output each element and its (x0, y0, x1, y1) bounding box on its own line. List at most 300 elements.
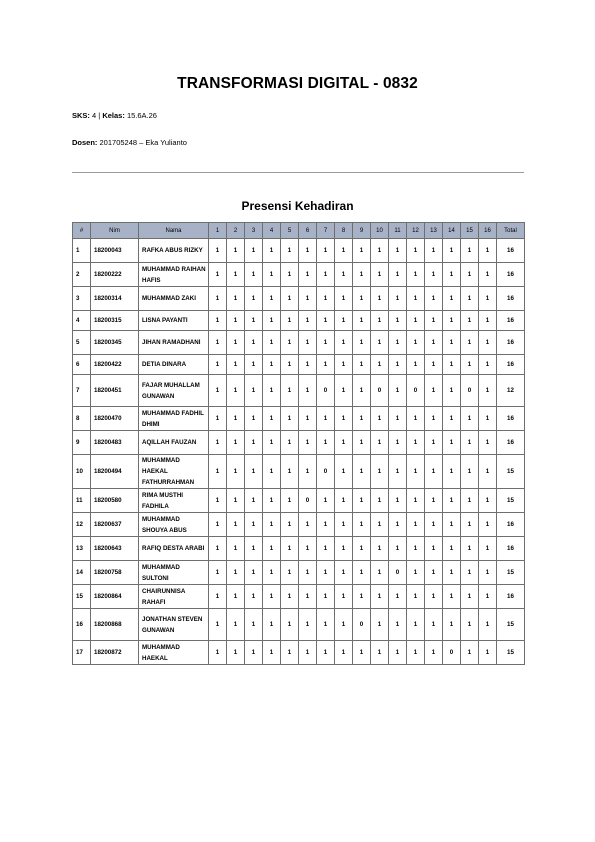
attendance-cell: 1 (389, 513, 407, 537)
attendance-cell: 1 (353, 455, 371, 489)
attendance-cell: 1 (389, 609, 407, 641)
attendance-cell: 1 (353, 407, 371, 431)
horizontal-divider (72, 172, 524, 173)
nim-cell: 18200494 (91, 455, 139, 489)
attendance-cell: 1 (281, 641, 299, 665)
attendance-cell: 1 (335, 513, 353, 537)
attendance-cell: 1 (245, 455, 263, 489)
attendance-cell: 1 (443, 407, 461, 431)
attendance-cell: 1 (479, 311, 497, 331)
column-header: 1 (209, 223, 227, 239)
attendance-cell: 1 (281, 331, 299, 355)
attendance-cell: 1 (371, 407, 389, 431)
attendance-cell: 1 (245, 355, 263, 375)
attendance-cell: 1 (317, 263, 335, 287)
name-cell: MUHAMMAD HAEKAL FATHURRAHMAN (139, 455, 209, 489)
attendance-cell: 1 (281, 585, 299, 609)
course-info-line (72, 111, 157, 120)
table-row (73, 489, 525, 513)
attendance-cell: 1 (227, 431, 245, 455)
attendance-cell: 1 (245, 311, 263, 331)
nim-cell: 18200580 (91, 489, 139, 513)
attendance-cell: 1 (245, 561, 263, 585)
attendance-cell: 1 (227, 263, 245, 287)
attendance-cell: 1 (461, 561, 479, 585)
attendance-cell: 1 (227, 537, 245, 561)
name-cell: MUHAMMAD SULTONI (139, 561, 209, 585)
attendance-cell: 1 (263, 455, 281, 489)
column-header: # (73, 223, 91, 239)
attendance-cell: 1 (245, 431, 263, 455)
attendance-cell: 0 (407, 375, 425, 407)
attendance-cell: 1 (299, 407, 317, 431)
row-number-cell: 1 (73, 239, 91, 263)
attendance-cell: 1 (263, 431, 281, 455)
attendance-cell: 1 (263, 263, 281, 287)
name-cell: FAJAR MUHALLAM GUNAWAN (139, 375, 209, 407)
nim-cell: 18200758 (91, 561, 139, 585)
attendance-cell: 1 (443, 489, 461, 513)
column-header: 8 (335, 223, 353, 239)
attendance-cell: 1 (461, 537, 479, 561)
attendance-cell: 1 (281, 513, 299, 537)
attendance-cell: 1 (353, 537, 371, 561)
attendance-cell: 1 (209, 561, 227, 585)
attendance-cell: 1 (227, 331, 245, 355)
total-cell: 15 (497, 641, 525, 665)
attendance-cell: 1 (317, 489, 335, 513)
column-header: Total (497, 223, 525, 239)
attendance-cell: 0 (389, 561, 407, 585)
attendance-cell: 1 (443, 287, 461, 311)
row-number-cell: 2 (73, 263, 91, 287)
attendance-cell: 1 (407, 537, 425, 561)
attendance-cell: 1 (407, 355, 425, 375)
attendance-cell: 1 (335, 561, 353, 585)
attendance-cell: 1 (371, 239, 389, 263)
attendance-cell: 1 (263, 641, 281, 665)
attendance-cell: 1 (389, 239, 407, 263)
attendance-cell: 1 (209, 375, 227, 407)
attendance-cell: 1 (425, 431, 443, 455)
column-header: 9 (353, 223, 371, 239)
attendance-cell: 1 (245, 513, 263, 537)
attendance-cell: 1 (443, 311, 461, 331)
attendance-cell: 1 (443, 263, 461, 287)
column-header: 11 (389, 223, 407, 239)
nim-cell: 18200637 (91, 513, 139, 537)
attendance-cell: 1 (407, 455, 425, 489)
attendance-cell: 1 (263, 513, 281, 537)
total-cell: 16 (497, 311, 525, 331)
attendance-cell: 1 (479, 431, 497, 455)
attendance-cell: 1 (461, 585, 479, 609)
attendance-cell: 1 (479, 585, 497, 609)
attendance-cell: 1 (335, 331, 353, 355)
attendance-cell: 1 (443, 355, 461, 375)
table-row (73, 263, 525, 287)
attendance-cell: 1 (443, 431, 461, 455)
nim-cell: 18200643 (91, 537, 139, 561)
attendance-cell: 1 (407, 585, 425, 609)
attendance-cell: 1 (281, 609, 299, 641)
attendance-cell: 1 (263, 331, 281, 355)
attendance-cell: 1 (263, 585, 281, 609)
attendance-cell: 1 (389, 263, 407, 287)
attendance-cell: 1 (371, 455, 389, 489)
attendance-cell: 1 (209, 287, 227, 311)
sks-label: SKS: (72, 111, 90, 120)
nim-cell: 18200868 (91, 609, 139, 641)
attendance-cell: 1 (281, 431, 299, 455)
total-cell: 16 (497, 407, 525, 431)
attendance-cell: 1 (281, 489, 299, 513)
attendance-cell: 1 (389, 455, 407, 489)
attendance-cell: 1 (335, 609, 353, 641)
row-number-cell: 4 (73, 311, 91, 331)
attendance-cell: 1 (479, 537, 497, 561)
attendance-cell: 1 (209, 585, 227, 609)
attendance-cell: 1 (353, 263, 371, 287)
attendance-cell: 1 (371, 287, 389, 311)
table-row (73, 355, 525, 375)
attendance-cell: 1 (443, 537, 461, 561)
attendance-cell: 1 (371, 431, 389, 455)
attendance-cell: 1 (371, 641, 389, 665)
attendance-cell: 1 (425, 561, 443, 585)
attendance-cell: 1 (443, 331, 461, 355)
row-number-cell: 16 (73, 609, 91, 641)
attendance-cell: 1 (353, 355, 371, 375)
attendance-cell: 1 (227, 355, 245, 375)
attendance-cell: 1 (479, 609, 497, 641)
attendance-cell: 1 (245, 641, 263, 665)
attendance-cell: 1 (227, 641, 245, 665)
row-number-cell: 17 (73, 641, 91, 665)
attendance-cell: 1 (425, 489, 443, 513)
attendance-cell: 1 (353, 431, 371, 455)
attendance-cell: 1 (245, 537, 263, 561)
attendance-cell: 1 (335, 311, 353, 331)
attendance-cell: 1 (209, 355, 227, 375)
attendance-cell: 1 (461, 263, 479, 287)
attendance-cell: 1 (227, 407, 245, 431)
attendance-cell: 1 (461, 311, 479, 331)
attendance-cell: 1 (209, 489, 227, 513)
column-header: Nim (91, 223, 139, 239)
table-row (73, 287, 525, 311)
attendance-cell: 1 (299, 537, 317, 561)
attendance-cell: 1 (443, 561, 461, 585)
attendance-cell: 0 (317, 375, 335, 407)
row-number-cell: 6 (73, 355, 91, 375)
name-cell: AQILLAH FAUZAN (139, 431, 209, 455)
nim-cell: 18200451 (91, 375, 139, 407)
attendance-cell: 1 (281, 537, 299, 561)
name-cell: JONATHAN STEVEN GUNAWAN (139, 609, 209, 641)
attendance-cell: 1 (425, 455, 443, 489)
table-body (73, 239, 525, 665)
row-number-cell: 7 (73, 375, 91, 407)
attendance-cell: 1 (425, 537, 443, 561)
attendance-cell: 1 (317, 331, 335, 355)
attendance-cell: 1 (209, 407, 227, 431)
attendance-cell: 1 (371, 311, 389, 331)
name-cell: MUHAMMAD SHOUYA ABUS (139, 513, 209, 537)
attendance-cell: 1 (407, 263, 425, 287)
name-cell: JIHAN RAMADHANI (139, 331, 209, 355)
attendance-cell: 1 (335, 585, 353, 609)
nim-cell: 18200345 (91, 331, 139, 355)
attendance-cell: 1 (281, 263, 299, 287)
section-title: Presensi Kehadiran (241, 199, 354, 213)
attendance-cell: 1 (479, 375, 497, 407)
column-header: 12 (407, 223, 425, 239)
attendance-cell: 1 (227, 585, 245, 609)
attendance-cell: 1 (461, 641, 479, 665)
attendance-cell: 1 (209, 263, 227, 287)
attendance-cell: 1 (479, 513, 497, 537)
attendance-cell: 1 (245, 407, 263, 431)
attendance-cell: 1 (209, 609, 227, 641)
attendance-cell: 1 (227, 239, 245, 263)
attendance-cell: 1 (209, 331, 227, 355)
dosen-value: 201705248 – Eka Yulianto (99, 138, 187, 147)
attendance-cell: 1 (407, 513, 425, 537)
attendance-cell: 1 (335, 641, 353, 665)
row-number-cell: 12 (73, 513, 91, 537)
table-row (73, 375, 525, 407)
attendance-cell: 1 (263, 489, 281, 513)
total-cell: 16 (497, 513, 525, 537)
attendance-cell: 1 (227, 489, 245, 513)
attendance-cell: 1 (461, 431, 479, 455)
attendance-cell: 1 (227, 455, 245, 489)
row-number-cell: 9 (73, 431, 91, 455)
attendance-cell: 1 (245, 331, 263, 355)
attendance-table (72, 222, 525, 665)
attendance-cell: 1 (461, 331, 479, 355)
attendance-cell: 1 (299, 455, 317, 489)
attendance-cell: 1 (479, 239, 497, 263)
total-cell: 15 (497, 455, 525, 489)
name-cell: MUHAMMAD ZAKI (139, 287, 209, 311)
attendance-cell: 0 (461, 375, 479, 407)
attendance-cell: 1 (317, 431, 335, 455)
attendance-cell: 1 (389, 355, 407, 375)
nim-cell: 18200043 (91, 239, 139, 263)
attendance-cell: 1 (245, 239, 263, 263)
attendance-cell: 1 (299, 609, 317, 641)
attendance-cell: 1 (335, 455, 353, 489)
row-number-cell: 5 (73, 331, 91, 355)
table-row (73, 431, 525, 455)
attendance-cell: 1 (461, 287, 479, 311)
attendance-cell: 1 (245, 489, 263, 513)
attendance-cell: 1 (299, 513, 317, 537)
attendance-cell: 1 (479, 407, 497, 431)
attendance-cell: 1 (335, 287, 353, 311)
attendance-cell: 1 (425, 239, 443, 263)
nim-cell: 18200314 (91, 287, 139, 311)
column-header: 4 (263, 223, 281, 239)
total-cell: 15 (497, 609, 525, 641)
attendance-cell: 1 (299, 431, 317, 455)
attendance-cell: 1 (353, 311, 371, 331)
attendance-cell: 1 (227, 287, 245, 311)
attendance-cell: 1 (353, 513, 371, 537)
attendance-cell: 1 (425, 641, 443, 665)
column-header: 13 (425, 223, 443, 239)
attendance-cell: 1 (407, 311, 425, 331)
attendance-cell: 1 (461, 239, 479, 263)
attendance-cell: 1 (407, 431, 425, 455)
attendance-cell: 1 (263, 537, 281, 561)
column-header: 2 (227, 223, 245, 239)
attendance-cell: 1 (281, 287, 299, 311)
attendance-cell: 1 (425, 287, 443, 311)
attendance-cell: 1 (317, 537, 335, 561)
attendance-cell: 1 (263, 311, 281, 331)
attendance-cell: 1 (443, 585, 461, 609)
column-header: 10 (371, 223, 389, 239)
attendance-cell: 1 (281, 375, 299, 407)
column-header: 6 (299, 223, 317, 239)
column-header: 3 (245, 223, 263, 239)
name-cell: MUHAMMAD RAIHAN HAFIS (139, 263, 209, 287)
attendance-cell: 1 (443, 375, 461, 407)
attendance-cell: 1 (425, 331, 443, 355)
attendance-cell: 1 (353, 375, 371, 407)
name-cell: RIMA MUSTHI FADHILA (139, 489, 209, 513)
attendance-cell: 1 (371, 489, 389, 513)
attendance-cell: 1 (281, 355, 299, 375)
row-number-cell: 14 (73, 561, 91, 585)
attendance-cell: 1 (353, 239, 371, 263)
attendance-cell: 1 (245, 585, 263, 609)
column-header: 14 (443, 223, 461, 239)
attendance-cell: 1 (317, 641, 335, 665)
attendance-cell: 1 (371, 513, 389, 537)
attendance-cell: 1 (317, 239, 335, 263)
total-cell: 16 (497, 331, 525, 355)
attendance-cell: 1 (209, 455, 227, 489)
attendance-cell: 1 (389, 585, 407, 609)
name-cell: CHAIRUNNISA RAHAFI (139, 585, 209, 609)
attendance-cell: 1 (335, 489, 353, 513)
attendance-cell: 1 (245, 263, 263, 287)
total-cell: 16 (497, 263, 525, 287)
attendance-cell: 1 (407, 239, 425, 263)
attendance-cell: 0 (353, 609, 371, 641)
attendance-cell: 1 (389, 537, 407, 561)
total-cell: 16 (497, 431, 525, 455)
attendance-cell: 1 (461, 455, 479, 489)
attendance-cell: 1 (461, 355, 479, 375)
attendance-cell: 1 (461, 489, 479, 513)
attendance-cell: 1 (461, 407, 479, 431)
attendance-cell: 1 (209, 641, 227, 665)
attendance-cell: 1 (479, 489, 497, 513)
attendance-cell: 1 (281, 239, 299, 263)
attendance-cell: 1 (371, 263, 389, 287)
table-row (73, 641, 525, 665)
attendance-cell: 1 (389, 287, 407, 311)
attendance-cell: 1 (353, 561, 371, 585)
row-number-cell: 8 (73, 407, 91, 431)
attendance-cell: 1 (317, 287, 335, 311)
row-number-cell: 10 (73, 455, 91, 489)
attendance-cell: 1 (299, 355, 317, 375)
attendance-cell: 1 (443, 239, 461, 263)
total-cell: 12 (497, 375, 525, 407)
attendance-cell: 1 (425, 355, 443, 375)
attendance-cell: 1 (407, 407, 425, 431)
attendance-cell: 1 (443, 455, 461, 489)
attendance-cell: 1 (353, 641, 371, 665)
table-header-row (73, 223, 525, 239)
name-cell: LISNA PAYANTI (139, 311, 209, 331)
attendance-cell: 1 (389, 375, 407, 407)
total-cell: 15 (497, 561, 525, 585)
attendance-cell: 1 (389, 489, 407, 513)
attendance-cell: 1 (371, 331, 389, 355)
attendance-cell: 1 (335, 537, 353, 561)
attendance-cell: 1 (425, 609, 443, 641)
attendance-cell: 1 (407, 641, 425, 665)
page-title: TRANSFORMASI DIGITAL - 0832 (177, 75, 418, 92)
attendance-cell: 1 (317, 311, 335, 331)
attendance-cell: 1 (425, 263, 443, 287)
attendance-cell: 1 (371, 561, 389, 585)
attendance-cell: 1 (335, 431, 353, 455)
attendance-cell: 1 (227, 609, 245, 641)
attendance-cell: 1 (335, 375, 353, 407)
attendance-cell: 1 (371, 609, 389, 641)
attendance-cell: 1 (443, 609, 461, 641)
attendance-cell: 1 (335, 239, 353, 263)
table-row (73, 537, 525, 561)
nim-cell: 18200470 (91, 407, 139, 431)
attendance-cell: 1 (209, 431, 227, 455)
attendance-cell: 1 (479, 263, 497, 287)
attendance-cell: 1 (227, 561, 245, 585)
attendance-cell: 1 (389, 641, 407, 665)
attendance-cell: 1 (227, 375, 245, 407)
name-cell: RAFKA ABUS RIZKY (139, 239, 209, 263)
name-cell: MUHAMMAD HAEKAL (139, 641, 209, 665)
name-cell: MUHAMMAD FADHIL DHIMI (139, 407, 209, 431)
attendance-cell: 1 (425, 311, 443, 331)
attendance-cell: 1 (317, 609, 335, 641)
total-cell: 16 (497, 585, 525, 609)
attendance-cell: 1 (425, 375, 443, 407)
attendance-cell: 1 (353, 585, 371, 609)
table-row (73, 407, 525, 431)
nim-cell: 18200222 (91, 263, 139, 287)
attendance-cell: 1 (281, 407, 299, 431)
attendance-cell: 1 (443, 513, 461, 537)
attendance-cell: 1 (479, 355, 497, 375)
total-cell: 15 (497, 489, 525, 513)
row-number-cell: 11 (73, 489, 91, 513)
total-cell: 16 (497, 537, 525, 561)
attendance-cell: 1 (407, 287, 425, 311)
table-row (73, 455, 525, 489)
attendance-cell: 1 (263, 561, 281, 585)
attendance-cell: 1 (299, 287, 317, 311)
separator: | (98, 111, 101, 120)
